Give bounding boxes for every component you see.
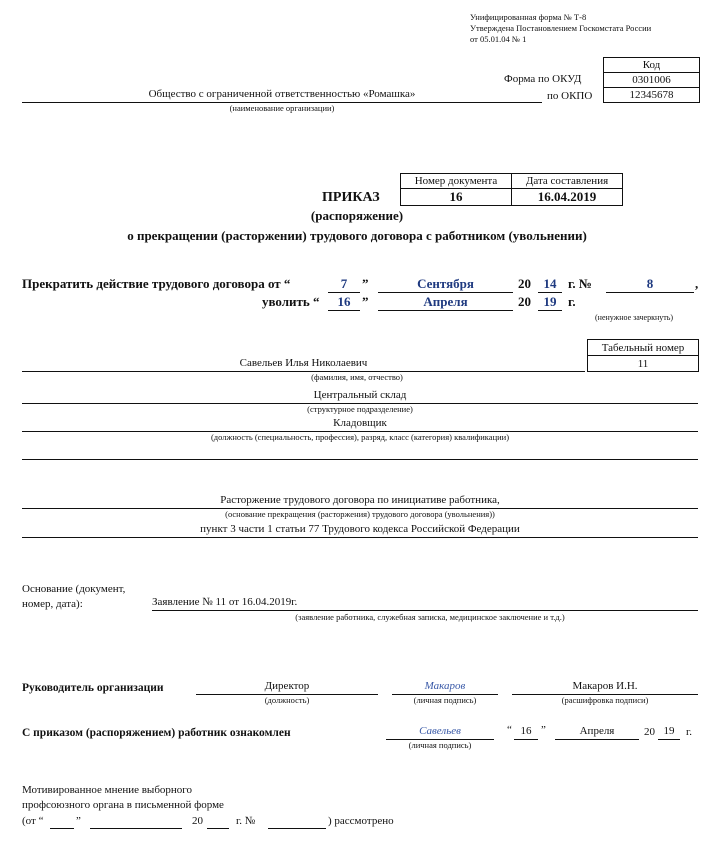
basis-label-line2: номер, дата): xyxy=(22,598,83,610)
okud-label: Форма по ОКУД xyxy=(504,73,582,85)
comma: , xyxy=(695,276,699,291)
page-subtitle: (распоряжение) xyxy=(310,208,404,223)
page-title: ПРИКАЗ xyxy=(322,190,380,205)
doc-number: 16 xyxy=(401,189,512,206)
organization-name: Общество с ограниченной ответственностью «Ромашка» xyxy=(22,88,542,103)
termination-label: Прекратить действие трудового договора от “ xyxy=(22,276,291,291)
employee-name-caption: (фамилия, имя, отчество) xyxy=(311,372,403,382)
head-signature: Макаров xyxy=(392,680,498,695)
position-extra-line xyxy=(22,446,698,460)
grounds-reason: Расторжение трудового договора по инициативе работника, xyxy=(22,494,698,509)
ack-year-prefix: 20 xyxy=(644,726,655,738)
union-year-prefix: 20 xyxy=(192,815,203,827)
quote-close-1: ” xyxy=(362,276,369,291)
form-header xyxy=(470,12,651,45)
employee-name: Савельев Илья Николаевич xyxy=(22,357,585,372)
basis-label xyxy=(22,582,125,612)
union-quote: ” xyxy=(76,815,81,827)
union-block xyxy=(22,783,224,813)
organization-caption: (наименование организации) xyxy=(229,103,335,113)
ack-g-label: г. xyxy=(686,726,693,738)
union-line1: Мотивированное мнение выборного xyxy=(22,784,193,796)
basis-label-line1: Основание (документ, xyxy=(22,583,126,595)
contract-year: 14 xyxy=(538,276,562,293)
contract-number: 8 xyxy=(606,276,694,293)
form-header-line1: Унифицированная форма № Т-8 xyxy=(470,12,587,22)
g-label: г. xyxy=(568,294,576,309)
form-header-line2: Утверждена Постановлением Госкомстата России xyxy=(470,23,652,33)
doc-number-label: Номер документа xyxy=(401,174,512,189)
codes-table xyxy=(603,57,700,103)
dismiss-month: Апреля xyxy=(378,294,513,311)
tab-number: 11 xyxy=(588,356,699,372)
order-heading: о прекращении (расторжении) трудового договора с работником (увольнении) xyxy=(127,228,587,243)
union-line2: профсоюзного органа в письменной форме xyxy=(22,799,224,811)
head-decoding-caption: (расшифровка подписи) xyxy=(561,695,649,705)
ack-quote-open: “ xyxy=(507,724,512,736)
union-month-blank xyxy=(90,815,182,829)
contract-day: 7 xyxy=(328,276,360,293)
document-number-table xyxy=(400,173,623,206)
okud-value: 0301006 xyxy=(604,73,700,88)
ack-quote-close: ” xyxy=(541,724,546,736)
kod-header: Код xyxy=(604,58,700,73)
dismiss-day: 16 xyxy=(328,294,360,311)
head-position: Директор xyxy=(196,680,378,695)
union-suffix: ) рассмотрено xyxy=(328,815,394,827)
union-prefix: (от “ xyxy=(22,815,44,827)
head-decoding: Макаров И.Н. xyxy=(512,680,698,695)
union-year-blank xyxy=(207,815,229,829)
position-caption: (должность (специальность, профессия), разряд, класс (категория) квалификации) xyxy=(210,432,510,442)
doc-date: 16.04.2019 xyxy=(512,189,623,206)
head-position-caption: (должность) xyxy=(264,695,310,705)
grounds-article: пункт 3 части 1 статьи 77 Трудового кодекса Российской Федерации xyxy=(22,523,698,538)
tab-number-table xyxy=(587,339,699,372)
contract-no-label: г. № xyxy=(568,276,593,291)
head-label: Руководитель организации xyxy=(22,682,164,694)
year-prefix-2: 20 xyxy=(518,294,531,309)
ack-day: 16 xyxy=(514,725,538,740)
department: Центральный склад xyxy=(22,389,698,404)
union-line3 xyxy=(22,815,442,831)
ack-signature: Савельев xyxy=(386,725,494,740)
contract-month: Сентября xyxy=(378,276,513,293)
strike-note: (ненужное зачеркнуть) xyxy=(595,313,674,322)
ack-label: С приказом (распоряжением) работник ознакомлен xyxy=(22,727,291,739)
ack-month: Апреля xyxy=(555,725,639,740)
basis-value: Заявление № 11 от 16.04.2019г. xyxy=(152,596,698,611)
union-day-blank xyxy=(50,815,74,829)
head-signature-caption: (личная подпись) xyxy=(413,695,477,705)
ack-signature-caption: (личная подпись) xyxy=(408,740,472,750)
dismiss-year: 19 xyxy=(538,294,562,311)
quote-close-2: ” xyxy=(362,294,369,309)
year-prefix-1: 20 xyxy=(518,276,531,291)
position: Кладовщик xyxy=(22,417,698,432)
ack-year: 19 xyxy=(658,725,680,740)
grounds-caption: (основание прекращения (расторжения) трудового договора (увольнения)) xyxy=(225,509,495,519)
form-header-line3: от 05.01.04 № 1 xyxy=(470,34,527,44)
doc-date-label: Дата составления xyxy=(512,174,623,189)
basis-caption: (заявление работника, служебная записка, медицинское заключение и т.д.) xyxy=(295,612,565,622)
tab-number-label: Табельный номер xyxy=(588,340,699,356)
department-caption: (структурное подразделение) xyxy=(307,404,413,414)
union-number-blank xyxy=(268,815,326,829)
okpo-value: 12345678 xyxy=(604,88,700,103)
dismiss-label: уволить “ xyxy=(262,294,320,309)
okpo-label: по ОКПО xyxy=(547,90,593,102)
union-no-label: г. № xyxy=(236,815,256,827)
